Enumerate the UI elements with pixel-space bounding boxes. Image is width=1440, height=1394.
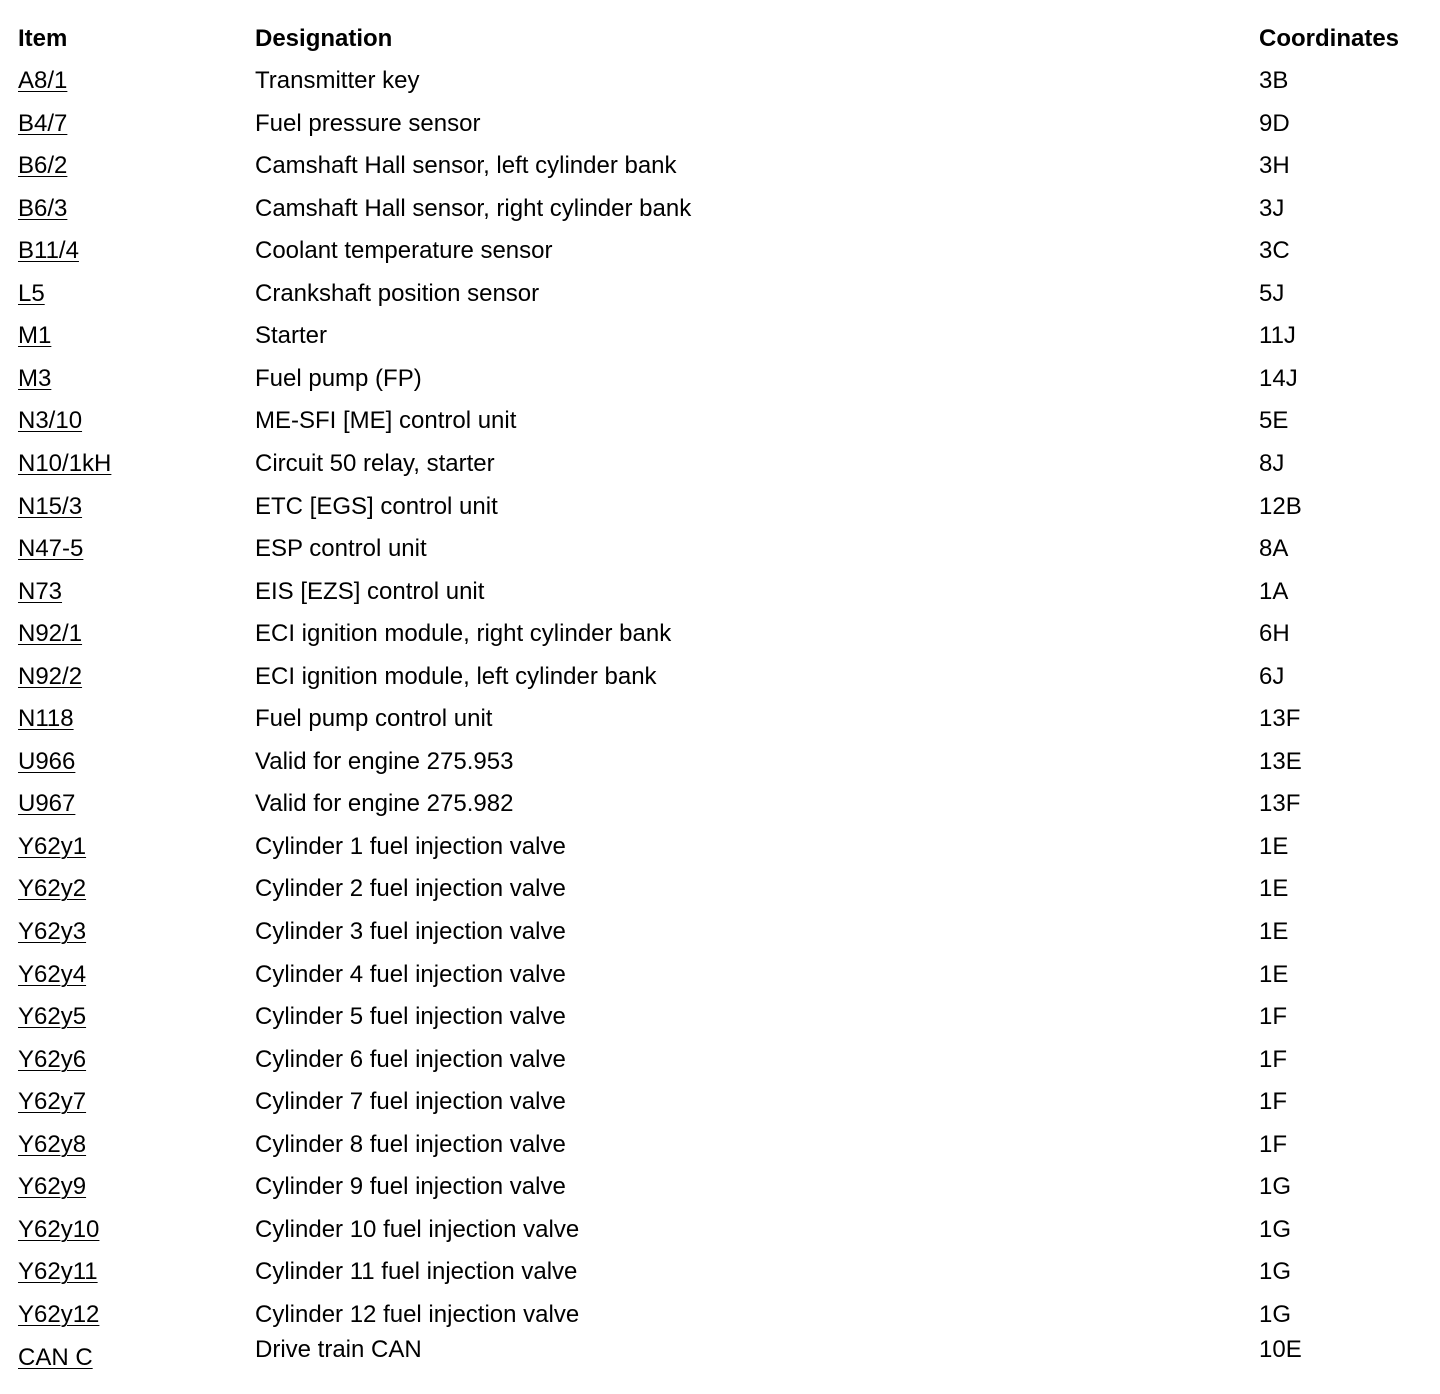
item-link[interactable]: Y62y3 xyxy=(18,918,87,945)
designation-cell: ETC [EGS] control unit xyxy=(255,493,498,520)
item-link[interactable]: N73 xyxy=(18,578,63,605)
table-row xyxy=(0,1048,1440,1090)
item-link[interactable]: B4/7 xyxy=(18,110,68,137)
coordinates-cell: 12B xyxy=(1259,493,1302,520)
table-row xyxy=(0,69,1440,111)
coordinates-cell: 5E xyxy=(1259,407,1289,434)
designation-cell: EIS [EZS] control unit xyxy=(255,578,485,605)
designation-cell: ECI ignition module, right cylinder bank xyxy=(255,620,672,647)
item-link[interactable]: N92/1 xyxy=(18,620,83,647)
item-link[interactable]: B11/4 xyxy=(18,237,79,264)
designation-cell: Cylinder 3 fuel injection valve xyxy=(255,918,566,945)
table-row xyxy=(0,963,1440,1005)
table-row xyxy=(0,367,1440,409)
item-link[interactable]: U966 xyxy=(18,748,76,775)
item-link[interactable]: U967 xyxy=(18,790,76,817)
coordinates-cell: 1E xyxy=(1259,918,1289,945)
table-row xyxy=(0,452,1440,494)
coordinates-cell: 3C xyxy=(1259,237,1290,264)
designation-cell: Fuel pump control unit xyxy=(255,705,493,732)
designation-cell: ECI ignition module, left cylinder bank xyxy=(255,663,657,690)
coordinates-cell: 1E xyxy=(1259,833,1289,860)
table-row xyxy=(0,1090,1440,1132)
designation-cell: Coolant temperature sensor xyxy=(255,237,553,264)
table-row xyxy=(0,324,1440,366)
designation-cell: Cylinder 12 fuel injection valve xyxy=(255,1301,580,1328)
item-link[interactable]: Y62y9 xyxy=(18,1173,87,1200)
coordinates-cell: 1G xyxy=(1259,1216,1292,1243)
item-link[interactable]: Y62y12 xyxy=(18,1301,100,1328)
item-link[interactable]: B6/2 xyxy=(18,152,68,179)
designation-cell: Fuel pressure sensor xyxy=(255,110,481,137)
table-row xyxy=(0,792,1440,834)
coordinates-cell: 6H xyxy=(1259,620,1290,647)
coordinates-cell: 13E xyxy=(1259,748,1302,775)
table-row xyxy=(0,282,1440,324)
item-link[interactable]: N118 xyxy=(18,705,74,732)
column-header-item: Item xyxy=(18,25,68,52)
table-row xyxy=(0,239,1440,281)
table-row xyxy=(0,1336,1440,1388)
item-link[interactable]: Y62y6 xyxy=(18,1046,87,1073)
item-link[interactable]: N92/2 xyxy=(18,663,83,690)
designation-cell: Cylinder 1 fuel injection valve xyxy=(255,833,566,860)
designation-cell: Transmitter key xyxy=(255,67,420,94)
coordinates-cell: 1G xyxy=(1259,1173,1292,1200)
table-row xyxy=(0,622,1440,664)
table-row xyxy=(0,154,1440,196)
item-link[interactable]: N3/10 xyxy=(18,407,83,434)
table-row xyxy=(0,835,1440,877)
table-row xyxy=(0,920,1440,962)
item-link[interactable]: A8/1 xyxy=(18,67,68,94)
designation-cell: Cylinder 2 fuel injection valve xyxy=(255,875,566,902)
designation-cell: Camshaft Hall sensor, left cylinder bank xyxy=(255,152,677,179)
table-row xyxy=(0,1005,1440,1047)
coordinates-cell: 1F xyxy=(1259,1088,1288,1115)
item-link[interactable]: Y62y1 xyxy=(18,833,87,860)
table-row xyxy=(0,537,1440,579)
coordinates-cell: 1F xyxy=(1259,1046,1288,1073)
coordinates-cell: 1F xyxy=(1259,1131,1288,1158)
item-link[interactable]: Y62y7 xyxy=(18,1088,87,1115)
designation-cell: Cylinder 6 fuel injection valve xyxy=(255,1046,566,1073)
table-row xyxy=(0,495,1440,537)
column-header-designation: Designation xyxy=(255,25,393,52)
coordinates-cell: 1A xyxy=(1259,578,1289,605)
designation-cell: Circuit 50 relay, starter xyxy=(255,450,495,477)
table-row xyxy=(0,750,1440,792)
table-row xyxy=(0,580,1440,622)
designation-cell: Cylinder 9 fuel injection valve xyxy=(255,1173,566,1200)
item-link[interactable]: Y62y8 xyxy=(18,1131,87,1158)
designation-cell: Crankshaft position sensor xyxy=(255,280,540,307)
table-row xyxy=(0,877,1440,919)
item-link[interactable]: M3 xyxy=(18,365,52,392)
designation-cell: Valid for engine 275.982 xyxy=(255,790,514,817)
table-row xyxy=(0,1218,1440,1260)
designation-cell: Cylinder 11 fuel injection valve xyxy=(255,1258,578,1285)
coordinates-cell: 3H xyxy=(1259,152,1290,179)
coordinates-cell: 6J xyxy=(1259,663,1285,690)
designation-cell: Cylinder 10 fuel injection valve xyxy=(255,1216,580,1243)
coordinates-cell: 14J xyxy=(1259,365,1298,392)
coordinates-cell: 1F xyxy=(1259,1003,1288,1030)
coordinates-cell: 8A xyxy=(1259,535,1289,562)
item-link[interactable]: N15/3 xyxy=(18,493,83,520)
table-row xyxy=(0,112,1440,154)
coordinates-cell: 11J xyxy=(1259,322,1296,349)
item-link[interactable]: CAN C xyxy=(18,1344,93,1371)
coordinates-cell: 1E xyxy=(1259,961,1289,988)
designation-cell: ESP control unit xyxy=(255,535,427,562)
table-row xyxy=(0,707,1440,749)
item-link[interactable]: Y62y4 xyxy=(18,961,87,988)
designation-cell: Cylinder 8 fuel injection valve xyxy=(255,1131,566,1158)
table-row xyxy=(0,1175,1440,1217)
table-row xyxy=(0,1303,1440,1345)
coordinates-cell: 8J xyxy=(1259,450,1285,477)
item-link[interactable]: Y62y10 xyxy=(18,1216,100,1243)
designation-cell: Cylinder 7 fuel injection valve xyxy=(255,1088,566,1115)
table-row xyxy=(0,409,1440,451)
item-link[interactable]: N47-5 xyxy=(18,535,84,562)
designation-cell: Drive train CAN xyxy=(255,1336,422,1363)
designation-cell: Valid for engine 275.953 xyxy=(255,748,514,775)
coordinates-cell: 9D xyxy=(1259,110,1290,137)
designation-cell: Camshaft Hall sensor, right cylinder bank xyxy=(255,195,692,222)
coordinates-cell: 5J xyxy=(1259,280,1285,307)
table-row xyxy=(0,1260,1440,1302)
column-header-coordinates: Coordinates xyxy=(1259,25,1400,52)
item-link[interactable]: M1 xyxy=(18,322,52,349)
coordinates-cell: 13F xyxy=(1259,790,1301,817)
item-link[interactable]: Y62y11 xyxy=(18,1258,98,1285)
item-link[interactable]: L5 xyxy=(18,280,45,307)
item-link[interactable]: Y62y2 xyxy=(18,875,87,902)
designation-cell: Starter xyxy=(255,322,328,349)
coordinates-cell: 3J xyxy=(1259,195,1285,222)
designation-cell: Cylinder 5 fuel injection valve xyxy=(255,1003,566,1030)
item-link[interactable]: N10/1kH xyxy=(18,450,112,477)
table-row xyxy=(0,665,1440,707)
coordinates-cell: 1G xyxy=(1259,1258,1292,1285)
coordinates-cell: 3B xyxy=(1259,67,1289,94)
coordinates-cell: 10E xyxy=(1259,1336,1302,1363)
table-row xyxy=(0,197,1440,239)
coordinates-cell: 1E xyxy=(1259,875,1289,902)
coordinates-cell: 1G xyxy=(1259,1301,1292,1328)
designation-cell: Cylinder 4 fuel injection valve xyxy=(255,961,566,988)
designation-cell: ME-SFI [ME] control unit xyxy=(255,407,517,434)
table-header-row xyxy=(0,27,1440,69)
item-link[interactable]: Y62y5 xyxy=(18,1003,87,1030)
item-link[interactable]: B6/3 xyxy=(18,195,68,222)
table-row xyxy=(0,1133,1440,1175)
coordinates-cell: 13F xyxy=(1259,705,1301,732)
designation-cell: Fuel pump (FP) xyxy=(255,365,422,392)
